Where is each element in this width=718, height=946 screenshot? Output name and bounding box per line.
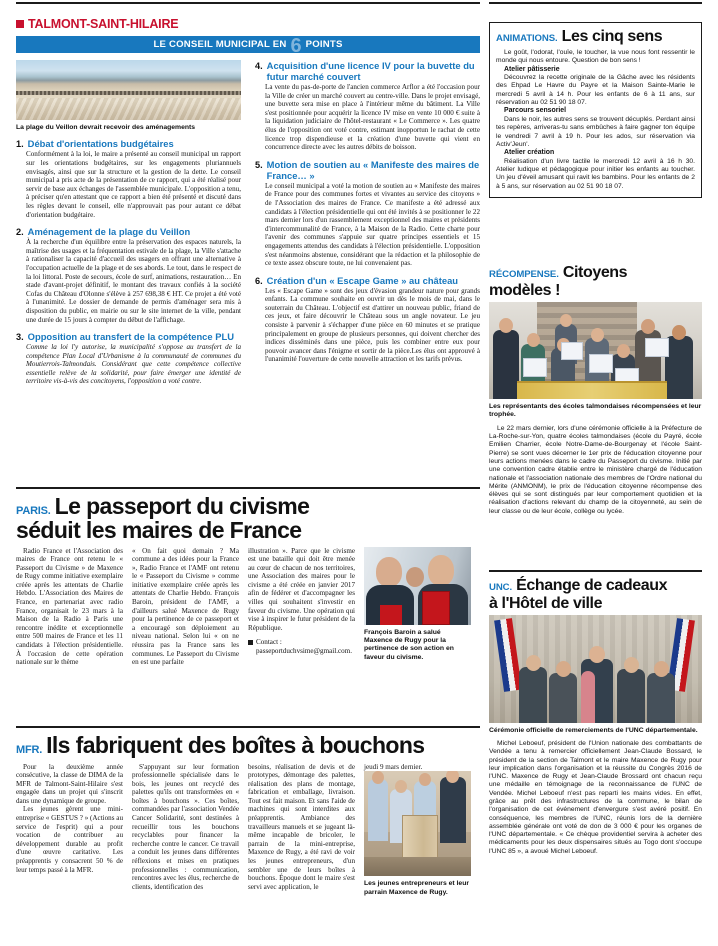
council-item-4-body-wrap <box>255 83 480 152</box>
beach-photo <box>16 60 241 120</box>
council-item-1-title: Débat d'orientations budgétaires <box>27 138 174 150</box>
baroin-photo-caption: François Baroin a salué Maxence de Rugy pour la pertinence de son action en faveur du civisme. <box>364 628 454 661</box>
recompense-photo-person-2-head <box>527 333 540 347</box>
council-item-4 <box>255 60 480 152</box>
mfr-headline: Ils fabriquent des boîtes à bouchons <box>46 731 425 758</box>
council-item-3-title: Opposition au transfert de la compétence PLU <box>27 331 234 343</box>
recompense-photo-person-1-head <box>499 318 513 333</box>
recompense-photo-person-8-body <box>665 336 693 399</box>
mfr-photo-person-2-head <box>395 780 407 793</box>
council-item-3-number: 3. <box>16 332 24 343</box>
recompense-photo-certificate-1 <box>523 358 547 377</box>
mfr-column-1-text-b: Les jeunes gèrent une mini-entreprise « GESTUS ? » (Actions au service de l'esprit) qui a pour vocation de contribuer au développement durable au profit d'une œuvre caritative. Les préapprentis y consacrent 50 % de leur temps passé à la MFR. <box>16 805 123 874</box>
paris-column-2 <box>132 547 239 669</box>
mfr-photo-person-1-head <box>372 771 384 784</box>
paris-contact-text[interactable]: Contact : passeportduchvsime@gmail.com. <box>256 638 352 656</box>
council-item-5-head <box>255 159 480 181</box>
sidebar-zone <box>489 0 702 946</box>
recompense-photo <box>489 302 702 399</box>
council-item-1-body-wrap <box>16 150 241 219</box>
beach-photo-caption: La plage du Veillon devrait recevoir des aménagements <box>16 124 196 131</box>
paris-column-4 <box>364 547 471 669</box>
unc-photo-person-5-body <box>647 673 675 723</box>
paris-section-rule <box>16 487 480 489</box>
council-column-left <box>16 60 241 393</box>
baroin-photo-red-book-right <box>422 591 450 625</box>
unc-body: Michel Leboeuf, président de l'Union nationale des combattants de Vendée a tenu à remercier officiellement Jean-Claude Bossard, le président de la section de Talmont et le maire Maxence de Rugy pour leur implication dans l'organisation et la réussite du Congrès 2016 de l'UNC. Maxence de Rugy et Jean-Claude Brossard ont chacun reçu une médaille en témoignage de la reconnaissance de l'UNC de Vendée. Michel Leboeuf n'est pas reparti les mains vides. En effet, grâce au prêt des infrastructures de la commune, le bilan de l'organisation de cet événement d'envergure s'est avéré positif. En conséquence, les membres de l'UNC, réunis lors de la dernière assemblée générale ont voté de don de 3 000 € pour les organes de l'UNC départementale. « Ce chèque providentiel servira à acheter des médicaments pour les deux dispensaires situés au Togo dont s'occupe l'UNC 85 », a avoué Michel Leboeuf. <box>489 739 702 855</box>
recompense-photo-certificate-3 <box>589 354 613 373</box>
unc-photo-person-4-head <box>624 657 639 673</box>
council-banner <box>16 34 480 57</box>
recompense-title-line2: modèles ! <box>489 282 561 299</box>
council-item-5-body: Le conseil municipal a voté la motion de soutien au « Manifeste des maires de France pour des communes fortes et vivantes au service des citoyens » de l'Association des maires de France. Ce manifeste a été adressé aux candidats à l'élection présidentielle qui ont été invités à se positionner le 22 mars dernier lors d'un rassemblement exceptionnel des maires et présidents d'intercommunalité de France, à la Maison de la Radio. Cette charte pour l'avenir des communes s'appuie sur quatre principes essentiels et 15 engagements attendus des candidats à l'élection présidentielle. L'opposition s'est néanmoins abstenue, considérant que la rédaction et la philosophie de ce texte assez obscure toute, ne lui convenaient pas. <box>265 181 480 268</box>
unc-photo-caption: Cérémonie officielle de remerciements de l'UNC départementale. <box>489 726 698 734</box>
mfr-column-4-text: jeudi 9 mars dernier. <box>364 762 423 771</box>
baroin-photo-red-book-left <box>380 605 402 625</box>
top-rule <box>16 2 480 4</box>
animations-block-3-subhead: Atelier création <box>504 149 555 157</box>
council-item-6-body: Les « Escape Game » sont des jeux d'évasion grandeur nature pour grands enfants. La commune souhaite en ouvrir un dès le mois de mai, dans le souterrain du Château. L'objectif est d'attirer un nouveau public, friand de ces jeux, et faire découvrir le Château sous un angle novateur. Le jeu consiste à parvenir à s'échapper d'une pièce en 60 minutes et se pratique principalement en groupe de plusieurs personnes, qui doivent chercher des indices disséminés dans une pièce, puis les combiner entre eux pour pouvoir avancer dans l'énigme et sortir de la pièce.Les élus ont approuvé à l'unanimité l'ouverture de cette nouvelle attraction et les tarifs prévus. <box>265 286 480 364</box>
animations-block-2-subhead: Parcours sensoriel <box>504 107 567 115</box>
banner-number: 6 <box>290 34 302 57</box>
council-item-5-number: 5. <box>255 159 263 170</box>
unc-title-line1: Échange de cadeaux <box>516 576 668 594</box>
mfr-column-2-text: S'appuyant sur leur formation professionnelle spécialisée dans le bois, les jeunes ont recyclé des palettes qu'ils ont transformées en « boîtes à bouchons ». Ces boîtes, commandées par l'association Vendée Cancer Solidarité, sont destinées à recueillir tous les bouchons recyclables pour financer la recherche contre le cancer. Ce travail a conduit les jeunes dans différentes réflexions et mises en pratiques professionnelles : communication, rencontres avec les élus, recherche de clients, identification des <box>132 762 239 891</box>
council-item-6-body-wrap <box>255 287 480 364</box>
council-item-2 <box>16 226 241 324</box>
animations-block-1-text: Découvrez la recette originale de la Gâche avec les résidents des Ehpad Le Havre du Payre et la Maison Sainte-Marie le mercredi 5 avril à 14 h. Pour les enfants de 6 à 11 ans, sur réservation au 02 51 90 18 07. <box>496 74 695 107</box>
council-item-2-body: À la recherche d'un équilibre entre la préservation des espaces naturels, la maîtrise des usages et la fréquentation estivale de la plage, la Ville s'attache à rationaliser la capacité d'accueil des usagers en offrant une alternative à l'occupation actuelle de la plage et de ses abords. Le tout, dans le respect de la loi littoral. Poste de secours, école de surf, animations, restauration… En stade d'avant-projet définitif, le montant des travaux confiés à la société Cofas du Château d'Olonne s'élève à 257 698,38 € HT. Ce projet a été voté à l'unanimité. Le dossier de demande de permis d'aménager sera mis à disposition du public, en mairie ou sur le site internet de la ville, pendant une durée de 15 jours à compter du début de l'affichage. <box>26 238 241 324</box>
council-item-3-head <box>16 331 241 342</box>
recompense-head <box>489 264 702 299</box>
paris-column-2-text: « On fait quoi demain ? Ma commune a des idées pour la France », Radio France et l'AMF ont retenu le « Passeport du Civisme » comme initiative exemplaire créée après les attentats de Charlie Hebdo. François Baroin, président de l'AMF, a d'ailleurs salué Maxence de Rugy pour la pertinence de ce passeport et a encouragé son déploiement au niveau national. Selon lui « on ne réussira pas la France sans les communes. Le Passeport du Civisme en est une parfaite <box>132 546 239 667</box>
unc-title-line2: à l'Hôtel de ville <box>489 594 603 612</box>
recompense-section <box>489 264 702 516</box>
unc-photo-person-3-head <box>589 646 605 663</box>
recompense-photo-caption: Les représentants des écoles talmondaises récompensées et leur trophée. <box>489 403 702 419</box>
animations-head <box>496 28 695 46</box>
unc-photo-person-1-head <box>526 655 541 671</box>
town-name: TALMONT-SAINT-HILAIRE <box>28 17 179 31</box>
council-columns <box>16 60 480 393</box>
mfr-photo <box>364 771 471 876</box>
paris-kicker: PARIS. <box>16 504 51 517</box>
recompense-photo-person-1-body <box>493 330 519 399</box>
unc-photo-person-1-body <box>519 667 547 723</box>
recompense-photo-person-8-head <box>672 325 686 340</box>
paris-column-3-text: illustration ». Parce que le civisme est une bataille qui doit être menée au cœur de chacun de nos territoires, une Association des maires pour le civisme a été créée en janvier 2017 afin de fédérer et d'accompagner les villes qui souhaitent s'investir en faveur du civisme. Une opération qui vise à inspirer le futur président de la République. <box>248 546 355 632</box>
red-square-icon <box>16 20 24 28</box>
mfr-article <box>16 726 480 903</box>
unc-photo-person-2-head <box>556 661 571 677</box>
sidebar-top-rule <box>489 2 702 4</box>
council-item-4-title: Acquisition d'une licence IV pour la buvette du futur marché couvert <box>266 60 475 82</box>
baroin-photo-head-left <box>376 557 402 587</box>
animations-block-1-subhead: Atelier pâtisserie <box>504 65 560 73</box>
recompense-photo-trophy-banner <box>517 381 667 399</box>
paris-headline-line2: séduit les maires de France <box>16 516 302 543</box>
council-item-6 <box>255 275 480 364</box>
animations-intro: Le goût, l'odorat, l'ouïe, le toucher, la vue nous font ressentir le monde qui nous entoure. Question de bon sens ! <box>496 49 695 65</box>
recompense-photo-person-6-head <box>617 344 630 358</box>
recompense-photo-person-3-head <box>560 314 572 327</box>
mfr-photo-caption: Les jeunes entrepreneurs et leur parrain Maxence de Rugy. <box>364 880 470 896</box>
baroin-photo-head-right <box>428 555 454 586</box>
banner-text-before: LE CONSEIL MUNICIPAL EN <box>153 39 287 50</box>
unc-photo <box>489 615 702 723</box>
paris-headline-row <box>16 492 480 543</box>
council-item-4-body: La vente du pas-de-porte de l'ancien commerce Arflor a été l'occasion pour la Ville de créer un marché couvert au centre-ville. Dans le projet envisagé, une buvette sera mise en place à l'intérieur même du bâtiment. La Ville s'est positionnée pour acquérir la licence IV mise en vente 10 000 € suite à la liquidation judiciaire de l'hôtel-restaurant « Le Commerce ». Les quatre élus de l'opposition ont voté contre, estimant inopportun le rachat de cette licence trop dispendieuse et la création d'une buvette qui vient en concurrence directe avec les autres débits de boisson. <box>265 83 480 152</box>
banner-text-after: POINTS <box>305 39 343 50</box>
council-item-6-number: 6. <box>255 275 263 286</box>
council-item-6-title: Création d'un « Escape Game » au château <box>266 274 459 286</box>
mfr-column-2 <box>132 763 239 903</box>
recompense-photo-person-7-head <box>641 319 655 334</box>
animations-box <box>489 22 702 198</box>
main-content-zone <box>16 0 480 946</box>
council-item-1-head <box>16 138 241 149</box>
council-item-5-body-wrap <box>255 182 480 268</box>
mfr-column-1 <box>16 763 123 903</box>
council-item-1-number: 1. <box>16 139 24 150</box>
paris-headline-line1: Le passeport du civisme <box>54 492 310 519</box>
animations-block-2-text: Dans le noir, les autres sens se trouvent décuplés. Perdant ainsi tes repères, arriveras-tu sans embûches à faire gagner ton équipe le vendredi 7 avril à 19 h. Pour les ados, sur réservation via Activ'Jeun'. <box>496 115 695 148</box>
animations-title: Les cinq sens <box>561 28 663 45</box>
council-item-2-number: 2. <box>16 227 24 238</box>
recompense-body: Le 22 mars dernier, lors d'une cérémonie officielle à la Préfecture de La-Roche-sur-Yon, quatre écoles talmondaises (école du Payré, école Emilien Charrier, école Notre-Dame-de-Bourgenay et l'école Saint-Pierre) se sont vues décerner le 1er prix de l'éducation citoyenne pour leurs actions menées dans le cadre du Passeport du civisme. Initié par une convention cadre établie entre le ministère chargé de l'éducation nationale et l'association nationale des membres de l'Ordre national du Mérite (ANMONM), le prix de l'éducation citoyenne récompense des élèves qui se sont distingués par leur comportement quotidien et la réalisation d'actions relevant du champ de la citoyenneté, au sein de leur classe ou de leur école, collège ou lycée. <box>489 424 702 515</box>
unc-kicker: UNC. <box>489 581 513 593</box>
paris-column-3 <box>248 547 355 669</box>
recompense-photo-certificate-2 <box>561 342 583 360</box>
unc-photo-person-4-body <box>617 669 645 723</box>
council-item-2-head <box>16 226 241 237</box>
recompense-photo-certificate-5 <box>645 338 669 357</box>
paris-column-1 <box>16 547 123 669</box>
mfr-section-rule <box>16 726 480 728</box>
council-item-2-title: Aménagement de la plage du Veillon <box>27 226 191 238</box>
council-item-2-body-wrap <box>16 238 241 324</box>
mfr-column-3-text: besoins, réalisation de devis et de prototypes, démontage des palettes, réalisation des plans de montage, fabrication et emballage, livraison. Tout est fait maison. Et sans l'aide de machines qui sont interdites aux préapprentis. Ambiance des travailleurs manuels et se jugeant là-même incapable de bricoler, le parrain de la mini-entreprise, Maxence de Rugy, a été ravi de voir les jeunes entrepreneurs, d'un sembler une de leurs boîtes à bouchons. Époque dont le maire s'est servi avec application, le <box>248 762 355 891</box>
council-item-3 <box>16 331 241 386</box>
town-kicker <box>16 17 178 31</box>
recompense-kicker: RÉCOMPENSE. <box>489 269 559 280</box>
animations-kicker: ANIMATIONS. <box>496 33 558 44</box>
unc-photo-person-3-shirt <box>581 671 595 723</box>
council-item-5 <box>255 159 480 268</box>
recompense-title-line1: Citoyens <box>562 264 628 281</box>
council-item-4-number: 4. <box>255 61 263 71</box>
paris-column-1-text: Radio France et l'Association des maires de France ont retenu le « Passeport du Civisme » de Maxence de Rugy comme initiative exemplaire créée après les attentats de Charlie Hebdo. L'Association des Maires de France, en partenariat avec radio France, organisait le 23 mars à la Maison de la Radio à Paris une rencontre inédite et exceptionnelle entre 500 maires de France et les 11 candidats à l'élection présidentielle. À l'occasion de cette opération nationale sur le thème <box>16 546 123 667</box>
unc-section <box>489 570 702 856</box>
baroin-photo-person-back <box>406 567 424 587</box>
council-item-6-head <box>255 275 480 286</box>
bullet-square-icon <box>248 640 253 645</box>
council-item-5-title: Motion de soutien au « Manifeste des maires de France… » <box>266 158 480 181</box>
mfr-kicker: MFR. <box>16 743 43 756</box>
council-item-1 <box>16 138 241 219</box>
unc-photo-person-2-body <box>549 673 577 723</box>
baroin-photo <box>364 547 471 625</box>
council-item-1-body: Conformément à la loi, le maire a présenté au conseil municipal un rapport sur les orientations budgétaires, sur les engagements pluriannuels envisagés, ainsi que sur la structure et la gestion de la dette. Le conseil municipal a pris acte de la présentation de ce rapport, qui a été réalisé pour servir de base aux échanges de l'assemblée municipale. L'opposition a tenu, à préciser qu'en attestant que ce rapport a bien été présenté et discuté dans les règles devant le conseil, elle n'approuvait pas pour autant ce débat d'orientation budgétaire. <box>26 150 241 219</box>
unc-section-rule <box>489 570 702 572</box>
mfr-columns <box>16 763 480 903</box>
paris-contact-line <box>248 638 355 655</box>
mfr-photo-person-3-head <box>419 773 431 786</box>
mfr-photo-person-4-body <box>440 777 466 843</box>
recompense-photo-person-5-head <box>591 328 604 342</box>
mfr-column-4 <box>364 763 471 903</box>
paris-article <box>16 487 480 668</box>
mfr-column-3 <box>248 763 355 903</box>
council-column-right <box>255 60 480 393</box>
council-item-3-body-wrap <box>16 343 241 386</box>
council-item-3-body: Comme la loi l'y autorise, la municipalité s'oppose au transfert de la compétence Plan Local d'Urbanisme à la communauté de communes du Moutierrois-Talmondais. Considérant que cette compétence collective essentielle relève de la solidarité, pour faire émerger une identité de territoire vis-à-vis des concitoyens, l'opposition a voté contre. <box>26 343 241 386</box>
unc-photo-person-5-head <box>654 661 669 677</box>
unc-head <box>489 577 702 612</box>
mfr-photo-floor <box>364 857 471 876</box>
animations-block-3-text: Réalisation d'un livre tactile le mercredi 12 avril à 16 h 30. Atelier ludique et pédagogique pour initier les enfants au toucher. Un jeu d'éveil amusant qui ravit les bambins. Pour les enfants de 2 à 5 ans, sur réservation au 02 51 90 18 07. <box>496 157 695 190</box>
paris-columns <box>16 547 480 669</box>
mfr-column-1-text-a: Pour la deuxième année consécutive, la classe de DIMA de la MFR de Talmont-Saint-Hilaire s'est engagée dans un projet qui s'inscrit dans une dynamique de groupe. <box>16 762 123 805</box>
mfr-photo-person-1-body <box>368 779 388 841</box>
mfr-headline-row <box>16 731 480 758</box>
council-item-4-head <box>255 60 480 82</box>
